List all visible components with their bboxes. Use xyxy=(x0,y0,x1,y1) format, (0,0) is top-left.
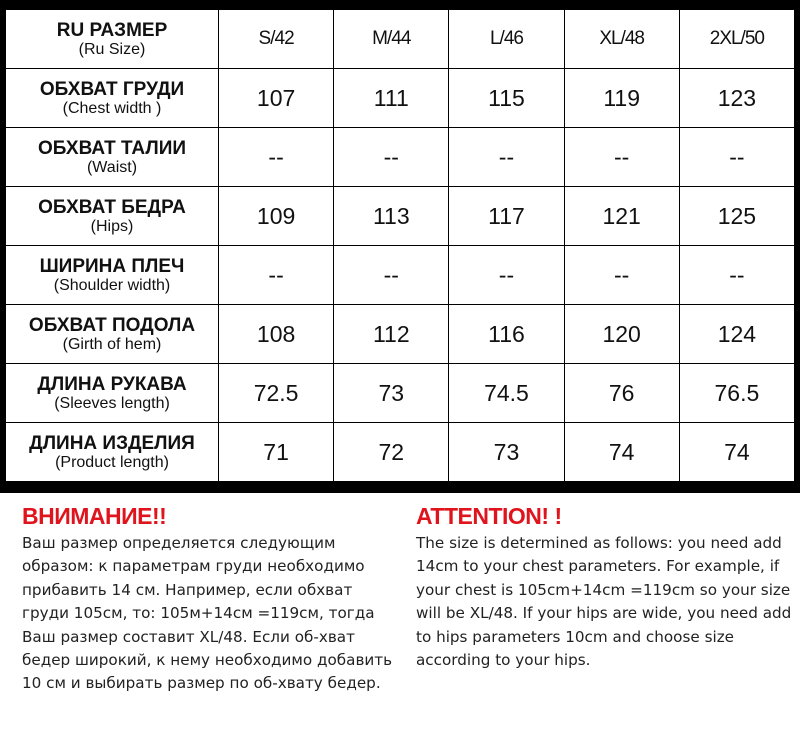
label-en: (Chest width ) xyxy=(62,99,162,117)
size-chart-table xyxy=(5,9,795,482)
label-ru: RU РАЗМЕР xyxy=(56,19,168,41)
label-ru: ОБХВАТ ПОДОЛА xyxy=(28,314,196,336)
attention-title-ru: ВНИМАНИЕ!! xyxy=(22,503,167,529)
measurement-cell: 121 xyxy=(564,187,679,246)
attention-text-ru: Ваш размер определяется следующим образом: к параметрам груди необходимо прибавить 14 см. Например, если обхват груди 105см, то: 105м+14см =119см, тогда Ваш размер составит XL/48. Если об-хват бедер широкий, к нему необходимо добавить 10 см и выбирать размер по об-хвату бедер. xyxy=(22,534,393,693)
measurement-cell: 113 xyxy=(334,187,449,246)
label-en: (Shoulder width) xyxy=(53,276,171,294)
measurement-cell: 108 xyxy=(219,305,334,364)
size-header: XL/48 xyxy=(564,10,679,69)
table-row xyxy=(6,364,795,423)
row-label xyxy=(6,364,219,423)
table-row xyxy=(6,128,795,187)
measurement-cell: 111 xyxy=(334,69,449,128)
measurement-cell: -- xyxy=(679,128,794,187)
row-label xyxy=(6,305,219,364)
label-ru: ОБХВАТ БЕДРА xyxy=(38,196,186,218)
table-row xyxy=(6,187,795,246)
row-label xyxy=(6,128,219,187)
measurement-cell: -- xyxy=(334,246,449,305)
label-en: (Waist) xyxy=(86,158,138,176)
size-header: L/46 xyxy=(449,10,564,69)
table-row xyxy=(6,305,795,364)
measurement-cell: 116 xyxy=(449,305,564,364)
measurement-cell: 71 xyxy=(219,423,334,482)
measurement-cell: 112 xyxy=(334,305,449,364)
measurement-cell: 125 xyxy=(679,187,794,246)
measurement-cell: 74 xyxy=(564,423,679,482)
measurement-cell: 120 xyxy=(564,305,679,364)
row-label xyxy=(6,246,219,305)
size-header: M/44 xyxy=(334,10,449,69)
measurement-cell: 107 xyxy=(219,69,334,128)
attention-note-ru xyxy=(22,502,402,696)
row-label xyxy=(6,423,219,482)
table-row xyxy=(6,69,795,128)
label-ru: ОБХВАТ ГРУДИ xyxy=(39,78,185,100)
measurement-cell: 74 xyxy=(679,423,794,482)
row-label xyxy=(6,69,219,128)
measurement-cell: 72 xyxy=(334,423,449,482)
header-row xyxy=(6,10,795,69)
attention-title-en: ATTENTION! ! xyxy=(416,503,562,529)
attention-note-en xyxy=(416,502,800,672)
measurement-cell: -- xyxy=(219,246,334,305)
measurement-cell: 109 xyxy=(219,187,334,246)
label-ru: ДЛИНА ИЗДЕЛИЯ xyxy=(29,432,195,454)
measurement-cell: 76.5 xyxy=(679,364,794,423)
size-header: S/42 xyxy=(219,10,334,69)
measurement-cell: 72.5 xyxy=(219,364,334,423)
label-en: (Girth of hem) xyxy=(62,335,162,353)
measurement-cell: -- xyxy=(564,128,679,187)
measurement-cell: 117 xyxy=(449,187,564,246)
label-en: (Ru Size) xyxy=(78,40,146,58)
label-en: (Product length) xyxy=(55,453,169,471)
row-label xyxy=(6,10,219,69)
measurement-cell: 123 xyxy=(679,69,794,128)
measurement-cell: 76 xyxy=(564,364,679,423)
label-ru: ОБХВАТ ТАЛИИ xyxy=(37,137,187,159)
measurement-cell: -- xyxy=(449,128,564,187)
measurement-cell: -- xyxy=(564,246,679,305)
label-ru: ШИРИНА ПЛЕЧ xyxy=(39,255,185,277)
label-en: (Hips) xyxy=(90,217,134,235)
measurement-cell: 115 xyxy=(449,69,564,128)
label-en: (Sleeves length) xyxy=(54,394,170,412)
measurement-cell: -- xyxy=(334,128,449,187)
measurement-cell: -- xyxy=(219,128,334,187)
measurement-cell: 124 xyxy=(679,305,794,364)
table-row xyxy=(6,246,795,305)
measurement-cell: -- xyxy=(679,246,794,305)
table-row xyxy=(6,423,795,482)
attention-text-en: The size is determined as follows: you need add 14cm to your chest parameters. For example, if your chest is 105cm+14cm =119cm so your size will be XL/48. If your hips are wide, you need add to hips parameters 10cm and choose size according to your hips. xyxy=(416,534,792,670)
size-header: 2XL/50 xyxy=(679,10,794,69)
row-label xyxy=(6,187,219,246)
measurement-cell: -- xyxy=(449,246,564,305)
label-ru: ДЛИНА РУКАВА xyxy=(37,373,187,395)
measurement-cell: 73 xyxy=(449,423,564,482)
measurement-cell: 74.5 xyxy=(449,364,564,423)
measurement-cell: 119 xyxy=(564,69,679,128)
measurement-cell: 73 xyxy=(334,364,449,423)
